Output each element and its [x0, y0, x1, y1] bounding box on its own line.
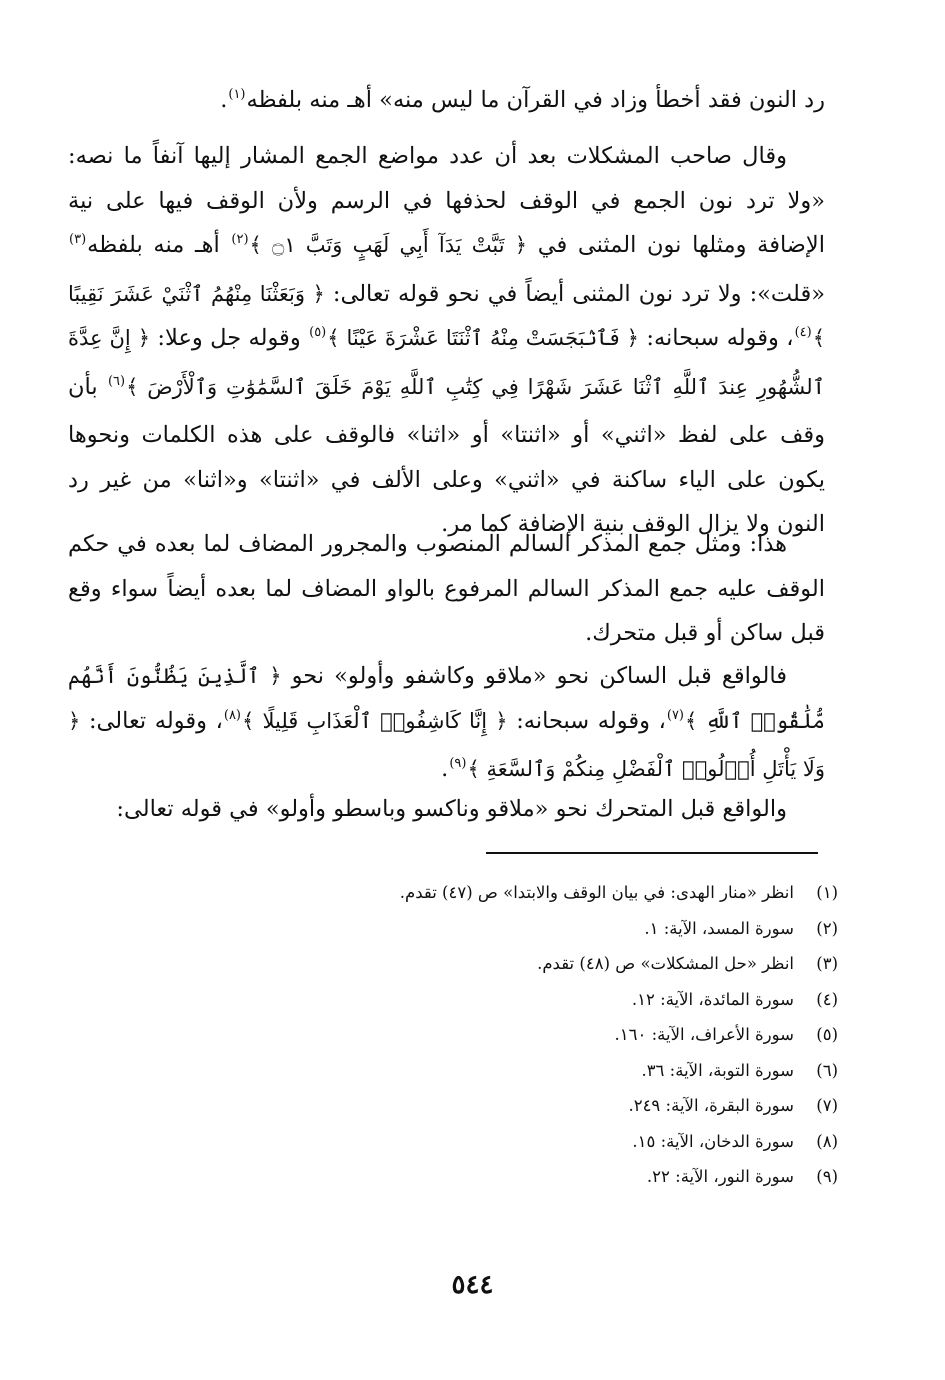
footnote-separator [486, 852, 818, 854]
text-run: فالواقع قبل الساكن نحو «ملاقو وكاشفو وأولو» نحو [281, 663, 787, 689]
text-run: وقوله جل وعلا: [150, 325, 309, 351]
footnote-number: (٦) [816, 1060, 838, 1080]
footnote-item [68, 1124, 838, 1160]
quran-verse: ﴿ وَلَا يَأْتَلِ أُو۟لُوا۟ ٱلْفَضْلِ مِنكُمْ وَٱلسَّعَةِ ﴾ [68, 708, 825, 781]
footnote-item [68, 875, 838, 911]
paragraph-text [68, 134, 825, 547]
footnote-text: سورة البقرة، الآية: ٢٤٩. [628, 1096, 794, 1115]
footnote-item [68, 982, 838, 1018]
quran-verse: ﴿ تَبَّتْ يَدَآ أَبِي لَهَبٍ وَتَبَّ ۝١ ﴾ [249, 233, 528, 257]
footnote-reference: (٧) [666, 707, 684, 723]
footnote-text: سورة المائدة، الآية: ١٢. [631, 989, 794, 1009]
footnote-text: سورة الدخان، الآية: ١٥. [632, 1131, 794, 1151]
footnote-text: سورة النور، الآية: ٢٢. [646, 1167, 794, 1186]
paragraph-5 [68, 787, 825, 832]
footnote-number: (٧) [816, 1096, 838, 1115]
footnote-text: سورة الأعراف، الآية: ١٦٠. [614, 1025, 794, 1044]
quran-verse: ﴿ إِنَّ عِدَّةَ ٱلشُّهُورِ عِندَ ٱللَّهِ ٱثْنَا عَشَرَ شَهْرًا فِي كِتَٰبِ ٱللَّهِ يَوْمَ خَلَقَ ٱلسَّمَٰوَٰتِ وَٱلْأَرْضَ ﴾ [68, 326, 825, 399]
footnote-reference: (١) [228, 87, 246, 102]
paragraph-4 [68, 654, 825, 796]
text-run: أهـ منه بلفظه [87, 232, 231, 258]
text-run: رد النون فقد أخطأ وزاد في القرآن ما ليس منه» أهـ منه بلفظه [246, 87, 825, 113]
footnote-number: (٤) [816, 989, 838, 1009]
paragraph-text [68, 787, 825, 832]
text-run: وقال صاحب المشكلات بعد أن عدد مواضع الجمع المشار إليها آنفاً ما نصه: «ولا ترد نون الجمع في الوقف لحذفها في الرسم ولأن الوقف فيها على نية الإضافة ومثلها نون المثنى في [68, 143, 825, 258]
paragraph-text [68, 78, 825, 127]
text-run: ، وقوله تعالى: [80, 707, 223, 734]
footnote-text: انظر «حل المشكلات» ص (٤٨) تقدم. [537, 954, 794, 973]
text-run: ، وقوله سبحانه: [507, 707, 666, 734]
footnote-item [68, 911, 838, 947]
text-run: . [441, 756, 449, 782]
quran-verse: ﴿ فَٱنۢبَجَسَتْ مِنْهُ ٱثْنَتَا عَشْرَةَ عَيْنًا ﴾ [327, 326, 639, 350]
footnote-reference: (٣) [69, 232, 87, 247]
footnote-text: سورة التوبة، الآية: ٣٦. [641, 1060, 794, 1080]
footnote-reference: (٢) [231, 232, 249, 247]
text-run: «قلت»: ولا ترد نون المثنى أيضاً في نحو قوله تعالى: [324, 280, 825, 307]
footnote-text: سورة المسد، الآية: ١. [644, 918, 794, 938]
footnote-item [68, 1017, 838, 1053]
paragraph-1 [68, 78, 825, 127]
paragraph-3 [68, 522, 825, 656]
footnote-number: (٥) [816, 1025, 838, 1044]
quran-verse: ﴿ إِنَّا كَاشِفُوا۟ ٱلْعَذَابِ قَلِيلًا ﴾ [242, 708, 508, 733]
footnote-number: (٨) [816, 1131, 838, 1151]
footnote-item [68, 1159, 838, 1195]
footnote-number: (١) [816, 883, 838, 902]
page-number: ٥٤٤ [451, 1270, 494, 1300]
footnote-reference: (٩) [449, 756, 467, 771]
footnote-reference: (٨) [223, 707, 241, 723]
footnote-text: انظر «منار الهدى: في بيان الوقف والابتدا» ص (٤٧) تقدم. [399, 883, 794, 902]
quran-verse: ﴿ ٱلَّذِينَ يَظُنُّونَ أَنَّهُم مُّلَٰقُوا۟ ٱللَّهِ ﴾ [68, 664, 825, 733]
text-run: هذا: ومثل جمع المذكر السالم المنصوب والمجرور المضاف لما بعده في حكم الوقف عليه جمع المذكر السالم المرفوع بالواو المضاف لما بعده أيضاً سواء وقع قبل ساكن أو قبل متحرك. [68, 531, 825, 646]
footnotes-list [68, 875, 838, 1195]
footnote-number: (٣) [816, 954, 838, 973]
footnote-number: (٢) [816, 918, 838, 938]
footnote-number: (٩) [816, 1167, 838, 1186]
footnote-item [68, 946, 838, 982]
paragraph-text [68, 654, 825, 796]
text-run: بأن وقف على لفظ «اثني» أو «اثنتا» أو «اثنا» فالوقف على هذه الكلمات ونحوها يكون على الياء ساكنة في «اثني» وعلى الألف في «اثنتا» و«اثنا» من غير رد النون ولا يزال الوقف بنية الإضافة كما مر. [68, 373, 825, 537]
quran-verse: ﴿ وَبَعَثْنَا مِنْهُمُ ٱثْنَيْ عَشَرَ نَقِيبًا ﴾ [68, 281, 826, 350]
text-run: . [220, 87, 228, 113]
paragraph-2 [68, 134, 825, 547]
footnote-item [68, 1088, 838, 1124]
footnote-item [68, 1053, 838, 1089]
footnote-reference: (٦) [107, 373, 126, 389]
paragraph-text [68, 522, 825, 656]
text-run: ، وقوله سبحانه: [638, 325, 794, 351]
text-run: والواقع قبل المتحرك نحو «ملاقو وناكسو وباسطو وأولو» في قوله تعالى: [116, 796, 787, 822]
footnote-reference: (٥) [309, 325, 327, 340]
footnote-reference: (٤) [794, 325, 812, 340]
